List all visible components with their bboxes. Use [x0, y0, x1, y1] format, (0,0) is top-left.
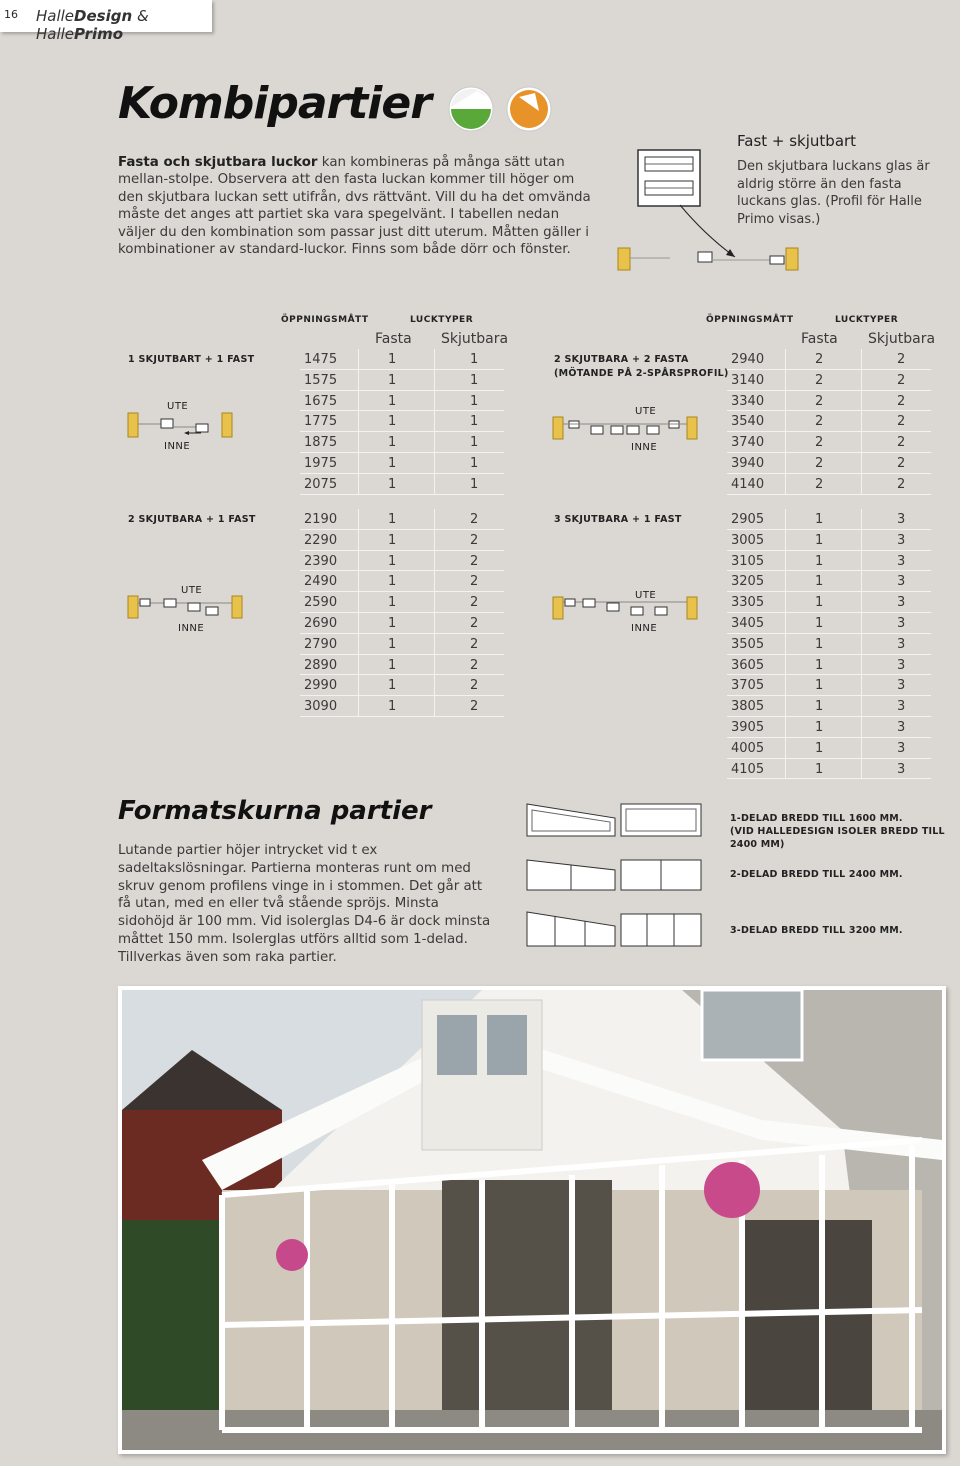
cell-skjutbara: 2	[470, 574, 479, 590]
cell-skjutbara: 3	[897, 740, 906, 756]
cell-skjutbara: 3	[897, 512, 906, 527]
table-divider	[785, 509, 786, 779]
col-lucktyper-left: LUCKTYPER	[410, 315, 474, 325]
cell-skjutbara: 2	[470, 678, 479, 694]
sliding-diagram-2	[551, 414, 699, 442]
table-row	[727, 675, 931, 696]
cell-fasta: 1	[815, 719, 824, 735]
cell-skjutbara: 1	[470, 352, 479, 367]
cell-skjutbara: 3	[897, 657, 906, 673]
table-row	[300, 530, 504, 551]
cell-oppningsmatt: 3305	[731, 595, 765, 611]
cell-skjutbara: 2	[470, 595, 479, 611]
cell-skjutbara: 3	[897, 553, 906, 569]
window-label-2: 2-DELAD BREDD TILL 2400 MM.	[730, 869, 903, 880]
table-divider	[861, 509, 862, 779]
intro-text: Fasta och skjutbara luckor kan kombineras på många sätt utan mellan-stolpe. Observera att den fasta luckan kommer till höger om den skjutbara luckan sett utifrån, dvs rättvänt. Vill du ha det omvända måste det anges att partiet ska vara spegelvänt. I tabellen nedan väljer du den kombination som passar just ditt uterum. Måtten gäller i kombinationer av standard-luckor. Finns som både dörr och fönster.	[118, 155, 591, 258]
table-row	[300, 509, 504, 530]
table-row	[727, 370, 931, 391]
table-row	[300, 551, 504, 572]
table-row	[300, 696, 504, 717]
cell-oppningsmatt: 2890	[304, 657, 338, 673]
ute-label-4: UTE	[635, 590, 657, 601]
sunroom-illustration	[122, 990, 942, 1450]
cell-skjutbara: 2	[470, 636, 479, 652]
col-oppning-right: ÖPPNINGSMÅTT	[706, 315, 794, 325]
formatskurna-title: Formatskurna partier	[118, 796, 432, 826]
cell-skjutbara: 2	[897, 414, 906, 430]
cell-skjutbara: 3	[897, 595, 906, 611]
cell-skjutbara: 1	[470, 476, 479, 492]
cell-fasta: 1	[815, 678, 824, 694]
cell-skjutbara: 3	[897, 532, 906, 548]
table-row	[300, 370, 504, 391]
cell-fasta: 1	[388, 657, 397, 673]
cell-fasta: 1	[388, 678, 397, 694]
product-icons	[447, 83, 557, 135]
cell-skjutbara: 1	[470, 414, 479, 430]
table-row	[727, 509, 931, 530]
fast-skjutbart-text: Den skjutbara luckans glas är aldrig större än den fasta luckans glas. (Profil för Halle Primo visas.)	[737, 159, 930, 227]
cell-oppningsmatt: 1675	[304, 393, 338, 409]
sunroom-photo	[118, 986, 946, 1454]
table-row	[727, 474, 931, 495]
cell-oppningsmatt: 4140	[731, 476, 765, 492]
cell-oppningsmatt: 2905	[731, 512, 765, 527]
cell-oppningsmatt: 3005	[731, 532, 765, 548]
page-title: Kombipartier	[118, 78, 431, 129]
table-divider	[785, 349, 786, 495]
cell-skjutbara: 3	[897, 719, 906, 735]
table-divider	[358, 509, 359, 717]
table-row	[727, 655, 931, 676]
table-row	[727, 530, 931, 551]
formatskurna-text: Lutande partier höjer intrycket vid t ex sadeltakslösningar. Partierna monteras runt om med skruv genom profilens vinge in i stommen. Det går att få utan, med en eller två stående spröjs. Minsta sidohöjd är 100 mm. Vid isolerglas D4-6 är dock minsta måttet 150 mm. Isolerglas utförs alltid som 1-delad. Tillverkas även som raka partier.	[118, 843, 491, 965]
cell-fasta: 2	[815, 352, 824, 367]
cell-oppningsmatt: 2290	[304, 532, 338, 548]
cell-skjutbara: 1	[470, 372, 479, 388]
cell-oppningsmatt: 2490	[304, 574, 338, 590]
cell-fasta: 2	[815, 414, 824, 430]
table-row	[727, 571, 931, 592]
cell-oppningsmatt: 3540	[731, 414, 765, 430]
ute-label-2: UTE	[635, 406, 657, 417]
cell-skjutbara: 2	[470, 657, 479, 673]
cell-skjutbara: 3	[897, 615, 906, 631]
cell-fasta: 1	[388, 414, 397, 430]
cell-fasta: 2	[815, 435, 824, 451]
cell-skjutbara: 2	[897, 352, 906, 367]
ute-label-1: UTE	[167, 401, 189, 412]
cell-oppningsmatt: 3105	[731, 553, 765, 569]
cell-oppningsmatt: 2590	[304, 595, 338, 611]
cell-skjutbara: 3	[897, 761, 906, 777]
table-row	[300, 349, 504, 370]
cell-oppningsmatt: 3405	[731, 615, 765, 631]
table-row	[727, 613, 931, 634]
inne-label-1: INNE	[164, 441, 191, 452]
cell-oppningsmatt: 2940	[731, 352, 765, 367]
table-divider	[861, 349, 862, 495]
table-row	[300, 613, 504, 634]
table-2-skjutbara-1-fast	[300, 509, 504, 717]
cell-skjutbara: 2	[897, 476, 906, 492]
cell-oppningsmatt: 3605	[731, 657, 765, 673]
page-header	[0, 0, 212, 43]
window-shapes-diagram	[525, 800, 715, 960]
sliding-diagram-1	[126, 410, 236, 440]
cell-fasta: 1	[388, 553, 397, 569]
cell-oppningsmatt: 3805	[731, 699, 765, 715]
cell-skjutbara: 3	[897, 636, 906, 652]
cell-skjutbara: 3	[897, 678, 906, 694]
sliding-diagram-4	[551, 594, 699, 622]
cell-oppningsmatt: 1775	[304, 414, 338, 430]
cell-oppningsmatt: 2790	[304, 636, 338, 652]
cell-oppningsmatt: 3505	[731, 636, 765, 652]
window-label-3: 3-DELAD BREDD TILL 3200 MM.	[730, 925, 903, 936]
cell-fasta: 1	[815, 532, 824, 548]
window-label-1: 1-DELAD BREDD TILL 1600 MM. (VID HALLEDESIGN ISOLER BREDD TILL 2400 MM)	[730, 813, 945, 850]
cell-oppningsmatt: 2190	[304, 512, 338, 527]
cell-fasta: 1	[388, 699, 397, 715]
table-row	[300, 655, 504, 676]
table-row	[727, 738, 931, 759]
fast-skjutbart-title: Fast + skjutbart	[737, 132, 857, 150]
cell-oppningsmatt: 3740	[731, 435, 765, 451]
cell-fasta: 1	[815, 615, 824, 631]
cell-skjutbara: 2	[897, 435, 906, 451]
ute-label-3: UTE	[181, 585, 203, 596]
cell-fasta: 2	[815, 455, 824, 471]
table-row	[727, 634, 931, 655]
cell-fasta: 1	[815, 699, 824, 715]
table-row	[300, 411, 504, 432]
cell-fasta: 1	[815, 740, 824, 756]
table-divider	[434, 509, 435, 717]
table-row	[300, 432, 504, 453]
cell-fasta: 1	[815, 595, 824, 611]
cell-fasta: 1	[815, 553, 824, 569]
cell-fasta: 1	[388, 574, 397, 590]
cell-oppningsmatt: 3205	[731, 574, 765, 590]
table-row	[727, 453, 931, 474]
table-row	[300, 634, 504, 655]
cell-oppningsmatt: 4005	[731, 740, 765, 756]
col-skjutbara-right: Skjutbara	[868, 331, 936, 347]
cell-fasta: 2	[815, 476, 824, 492]
table-row	[300, 675, 504, 696]
section-label-3: 2 SKJUTBARA + 1 FAST	[128, 514, 256, 525]
section-label-4: 3 SKJUTBARA + 1 FAST	[554, 514, 682, 525]
cell-oppningsmatt: 4105	[731, 761, 765, 777]
table-divider	[434, 349, 435, 495]
cell-oppningsmatt: 3705	[731, 678, 765, 694]
cell-skjutbara: 2	[470, 532, 479, 548]
table-row	[727, 349, 931, 370]
cell-oppningsmatt: 3140	[731, 372, 765, 388]
table-row	[300, 571, 504, 592]
col-lucktyper-right: LUCKTYPER	[835, 315, 899, 325]
cell-oppningsmatt: 3905	[731, 719, 765, 735]
cell-skjutbara: 2	[897, 455, 906, 471]
cell-fasta: 1	[388, 476, 397, 492]
table-2-skjutbara-2-fasta	[727, 349, 931, 495]
cell-skjutbara: 1	[470, 393, 479, 409]
cell-fasta: 2	[815, 372, 824, 388]
cell-skjutbara: 2	[470, 699, 479, 715]
cell-oppningsmatt: 2690	[304, 615, 338, 631]
cell-fasta: 1	[388, 532, 397, 548]
brand-logo: HalleDesign & HallePrimo	[36, 7, 149, 43]
table-divider	[358, 349, 359, 495]
cell-oppningsmatt: 2990	[304, 678, 338, 694]
cell-oppningsmatt: 1475	[304, 352, 338, 367]
inne-label-4: INNE	[631, 623, 658, 634]
cell-skjutbara: 2	[897, 372, 906, 388]
table-3-skjutbara-1-fast	[727, 509, 931, 779]
table-row	[727, 411, 931, 432]
cell-oppningsmatt: 3340	[731, 393, 765, 409]
cell-skjutbara: 1	[470, 435, 479, 451]
table-row	[727, 551, 931, 572]
section-label-2: 2 SKJUTBARA + 2 FASTA (MÖTANDE PÅ 2-SPÅRSPROFIL)	[554, 354, 729, 379]
col-oppning-left: ÖPPNINGSMÅTT	[281, 315, 369, 325]
cell-oppningsmatt: 3090	[304, 699, 338, 715]
col-skjutbara-left: Skjutbara	[441, 331, 509, 347]
cell-fasta: 2	[815, 393, 824, 409]
cell-oppningsmatt: 1575	[304, 372, 338, 388]
table-row	[727, 696, 931, 717]
cell-oppningsmatt: 2390	[304, 553, 338, 569]
cell-fasta: 1	[815, 657, 824, 673]
table-row	[300, 474, 504, 495]
cell-fasta: 1	[388, 615, 397, 631]
cell-skjutbara: 1	[470, 455, 479, 471]
cell-fasta: 1	[815, 574, 824, 590]
cell-fasta: 1	[815, 761, 824, 777]
cell-skjutbara: 2	[897, 393, 906, 409]
cell-fasta: 1	[388, 595, 397, 611]
col-fasta-left: Fasta	[375, 331, 412, 347]
cell-fasta: 1	[388, 435, 397, 451]
cell-oppningsmatt: 1975	[304, 455, 338, 471]
cell-oppningsmatt: 1875	[304, 435, 338, 451]
table-row	[727, 759, 931, 780]
table-row	[727, 391, 931, 412]
sliding-diagram-3	[126, 593, 246, 621]
cell-fasta: 1	[388, 393, 397, 409]
table-row	[727, 432, 931, 453]
cell-fasta: 1	[388, 372, 397, 388]
cell-fasta: 1	[388, 636, 397, 652]
halleprimo-orange-icon	[507, 87, 551, 131]
cell-skjutbara: 2	[470, 512, 479, 527]
table-1-skjutbart-1-fast	[300, 349, 504, 495]
section-label-1: 1 SKJUTBART + 1 FAST	[128, 354, 255, 365]
cell-fasta: 1	[388, 352, 397, 367]
halledesign-green-icon	[449, 87, 493, 131]
cell-skjutbara: 3	[897, 574, 906, 590]
cell-skjutbara: 2	[470, 615, 479, 631]
col-fasta-right: Fasta	[801, 331, 838, 347]
inne-label-3: INNE	[178, 623, 205, 634]
inne-label-2: INNE	[631, 442, 658, 453]
cell-skjutbara: 2	[470, 553, 479, 569]
cell-oppningsmatt: 3940	[731, 455, 765, 471]
cell-fasta: 1	[388, 512, 397, 527]
cell-fasta: 1	[815, 512, 824, 527]
table-row	[300, 453, 504, 474]
table-row	[300, 592, 504, 613]
table-row	[300, 391, 504, 412]
cell-fasta: 1	[388, 455, 397, 471]
page-number: 16	[4, 8, 18, 21]
table-row	[727, 717, 931, 738]
cell-fasta: 1	[815, 636, 824, 652]
cell-skjutbara: 3	[897, 699, 906, 715]
table-row	[727, 592, 931, 613]
cell-oppningsmatt: 2075	[304, 476, 338, 492]
